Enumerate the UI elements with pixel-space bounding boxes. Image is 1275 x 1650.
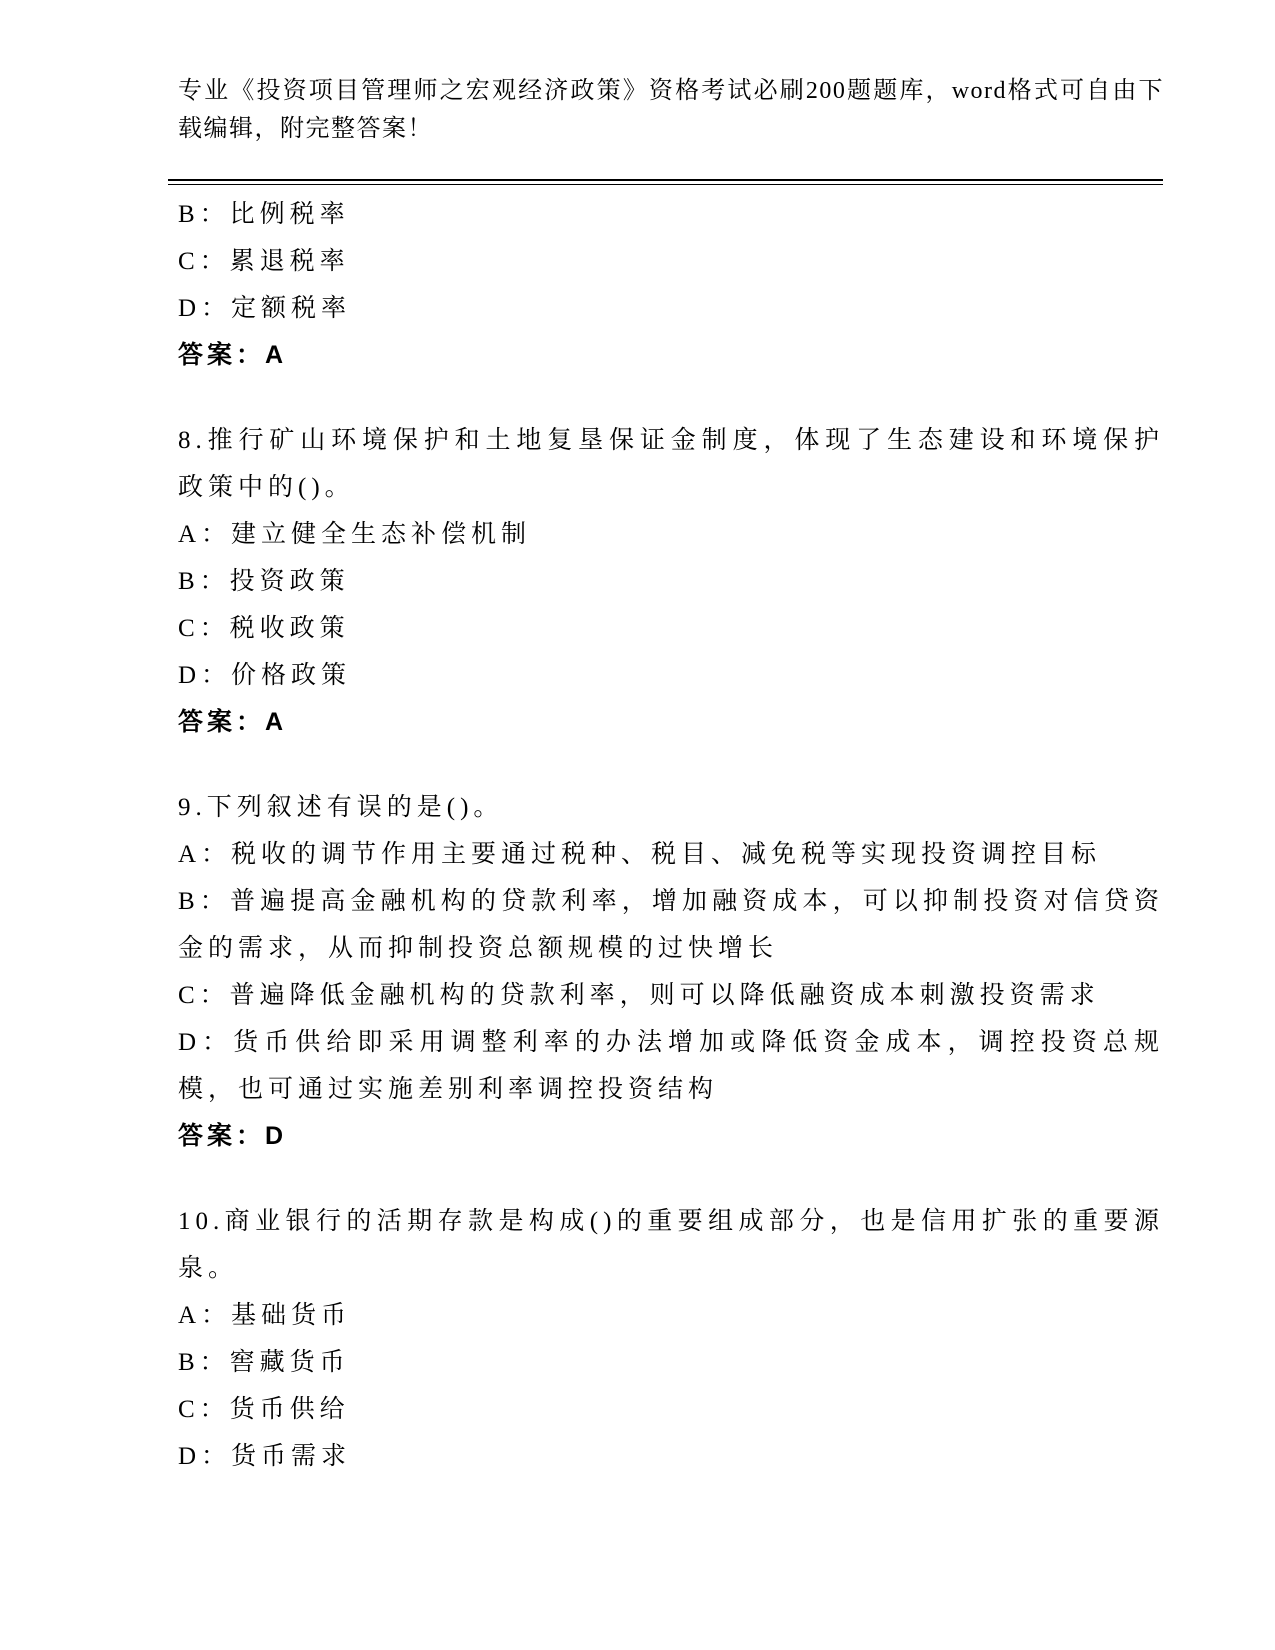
answer-line: 答案：A [178,708,288,736]
option-line-c: C：税收政策 [178,615,350,642]
question-text: 10.商业银行的活期存款是构成()的重要组成部分，也是信用扩张的重要源泉。 [178,1208,1164,1282]
option-line-b: B：投资政策 [178,568,350,595]
option-line-c: C：累退税率 [178,248,350,275]
option-line-c: C：普遍降低金融机构的贷款利率，则可以降低融资成本刺激投资需求 [178,982,1100,1009]
document-body [178,191,1164,1480]
option-line-d: D：货币供给即采用调整利率的办法增加或降低资金成本，调控投资总规模，也可通过实施差别利率调控投资结构 [178,1029,1164,1103]
question-block-8 [178,417,1164,746]
document-content [178,0,1164,1480]
option-line-a: A：基础货币 [178,1302,352,1329]
option-line-d: D：价格政策 [178,662,352,689]
question-block-9 [178,784,1164,1160]
option-line-c: C：货币供给 [178,1396,350,1423]
option-line-d: D：定额税率 [178,295,352,322]
question-block-7-partial [178,191,1164,379]
option-line-b: B：窖藏货币 [178,1349,350,1376]
answer-line: 答案：D [178,1122,288,1150]
option-line-a: A：税收的调节作用主要通过税种、税目、减免税等实现投资调控目标 [178,841,1102,868]
option-line-b: B：普遍提高金融机构的贷款利率，增加融资成本，可以抑制投资对信贷资金的需求，从而抑制投资总额规模的过快增长 [178,888,1164,962]
option-line-a: A：建立健全生态补偿机制 [178,521,532,548]
answer-line: 答案：A [178,341,288,369]
option-line-d: D：货币需求 [178,1443,352,1470]
question-text: 8.推行矿山环境保护和土地复垦保证金制度，体现了生态建设和环境保护政策中的()。 [178,427,1164,501]
option-line-b: B：比例税率 [178,201,350,228]
question-text: 9.下列叙述有误的是()。 [178,794,504,821]
document-header-title: 专业《投资项目管理师之宏观经济政策》资格考试必刷200题题库，word格式可自由下载编辑，附完整答案！ [178,78,1164,142]
question-block-10 [178,1198,1164,1480]
header-divider [168,179,1163,185]
